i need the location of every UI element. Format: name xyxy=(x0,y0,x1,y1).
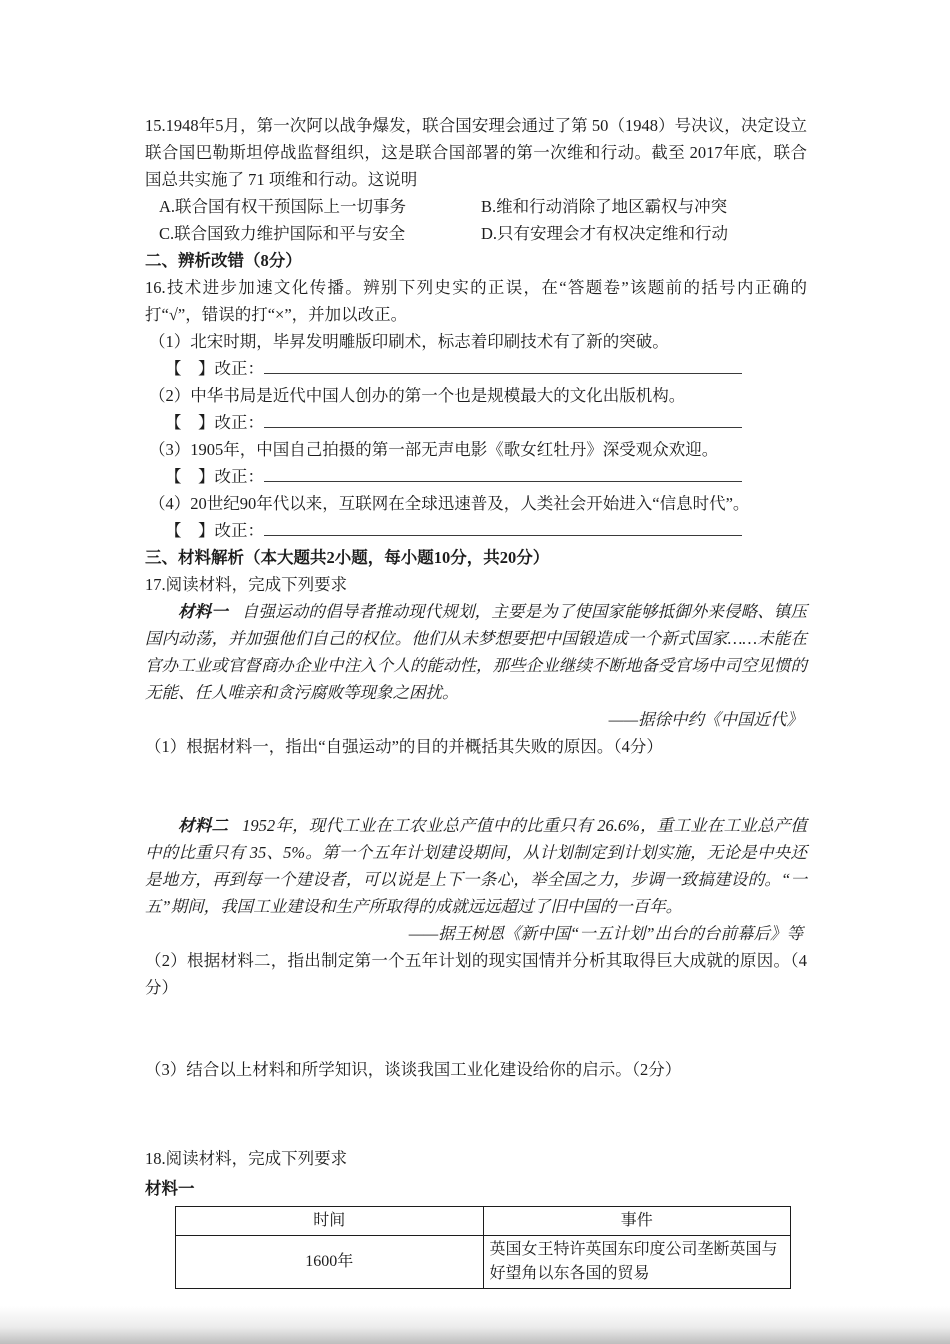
material-1-lead: 材料一 xyxy=(178,602,228,621)
question-18-intro: 18.阅读材料，完成下列要求 xyxy=(145,1149,348,1168)
answer-space xyxy=(145,760,807,812)
correction-blank xyxy=(264,519,742,536)
material-1-text: 自强运动的倡导者推动现代规划，主要是为了使国家能够抵御外来侵略、镇压国内动荡，并加强他们自己的权位。他们从未梦想要把中国锻造成一个新式国家……未能在官办工业或官督商办企业中注入个人的能动性，那些企业继续不断地备受官场中司空见惯的无能、任人唯亲和贪污腐败等现象之困扰。 xyxy=(145,602,808,702)
question-17-sub-1: （1）根据材料一，指出“自强运动”的目的并概括其失败的原因。（4分） xyxy=(145,737,663,756)
correction-label: 【 】改正： xyxy=(165,413,264,432)
question-16-stem: 16.技术进步加速文化传播。辨别下列史实的正误，在“答题卷”该题前的括号内正确的打“√”，错误的打“×”，并加以改正。 xyxy=(145,278,807,324)
question-17-sub-2: （2）根据材料二，指出制定第一个五年计划的现实国情并分析其取得巨大成就的原因。（4分） xyxy=(145,951,807,997)
q16-item-2-text: （2）中华书局是近代中国人创办的第一个也是规模最大的文化出版机构。 xyxy=(149,386,686,405)
table-cell-event: 英国女王特许英国东印度公司垄断英国与好望角以东各国的贸易 xyxy=(483,1236,791,1289)
material-2-lead: 材料二 xyxy=(178,816,229,835)
option-d: D.只有安理会才有权决定维和行动 xyxy=(481,224,729,243)
material-2-text: 1952年，现代工业在工农业总产值中的比重只有 26.6%，重工业在工业总产值中的比重只有 35、5%。第一个五年计划建设期间，从计划制定到计划实施，无论是中央还是地方，再到每一个建设者，可以说是上下一条心，举全国之力，步调一致搞建设的。“一五”期间，我国工业建设和生产所取得的成就远远超过了旧中国的一百年。 xyxy=(145,816,807,916)
option-c: C.联合国致力维护国际和平与安全 xyxy=(159,224,406,243)
material-2-source: ——据王树恩《新中国“一五计划”出台的台前幕后》等 xyxy=(408,924,803,943)
q16-item-2-correction-line xyxy=(145,409,807,436)
correction-label: 【 】改正： xyxy=(165,467,264,486)
q16-item-3-correction-line xyxy=(145,463,807,490)
correction-blank xyxy=(264,357,742,374)
correction-blank xyxy=(264,465,742,482)
correction-blank xyxy=(264,411,742,428)
material-1-paragraph xyxy=(145,598,807,706)
table-row xyxy=(176,1236,791,1289)
answer-space xyxy=(145,1083,807,1145)
correction-label: 【 】改正： xyxy=(165,359,264,378)
answer-space xyxy=(145,1001,807,1056)
q16-item-4 xyxy=(145,490,807,544)
material-1-source: ——据徐中约《中国近代》 xyxy=(608,710,803,729)
table-header-event: 事件 xyxy=(483,1207,791,1236)
material-1-label: 材料一 xyxy=(145,1179,195,1198)
table-cell-year: 1600年 xyxy=(176,1236,484,1289)
q16-item-4-correction-line xyxy=(145,517,807,544)
q16-item-1-text: （1）北宋时期，毕昇发明雕版印刷术，标志着印刷技术有了新的突破。 xyxy=(149,332,669,351)
section-cailiao-heading: 三、材料解析（本大题共2小题，每小题10分，共20分） xyxy=(145,548,550,567)
section-bianxi-heading: 二、辨析改错（8分） xyxy=(145,251,302,270)
question-17-intro: 17.阅读材料，完成下列要求 xyxy=(145,575,348,594)
table-header-row xyxy=(176,1207,791,1236)
question-15-stem: 15.1948年5月，第一次阿以战争爆发，联合国安理会通过了第 50（1948）号决议，决定设立联合国巴勒斯坦停战监督组织，这是联合国部署的第一次维和行动。截至 2017年底，联合国总共实施了 71 项维和行动。这说明 xyxy=(145,116,807,189)
scan-bottom-shadow xyxy=(0,1306,950,1344)
q16-item-4-text: （4）20世纪90年代以来，互联网在全球迅速普及，人类社会开始进入“信息时代”。 xyxy=(149,494,750,513)
correction-label: 【 】改正： xyxy=(165,521,264,540)
q16-item-3-text: （3）1905年，中国自己拍摄的第一部无声电影《歌女红牡丹》深受观众欢迎。 xyxy=(149,440,719,459)
q16-item-3 xyxy=(145,436,807,490)
history-events-table xyxy=(175,1206,791,1289)
q16-item-1-correction-line xyxy=(145,355,807,382)
table-header-time: 时间 xyxy=(176,1207,484,1236)
question-15-options xyxy=(145,193,807,247)
option-b: B.维和行动消除了地区霸权与冲突 xyxy=(481,197,728,216)
question-17-sub-3: （3）结合以上材料和所学知识，谈谈我国工业化建设给你的启示。（2分） xyxy=(145,1060,682,1079)
page-content xyxy=(145,112,807,1289)
q16-item-1 xyxy=(145,328,807,382)
q16-item-2 xyxy=(145,382,807,436)
option-a: A.联合国有权干预国际上一切事务 xyxy=(159,197,407,216)
material-2-paragraph xyxy=(145,812,807,920)
